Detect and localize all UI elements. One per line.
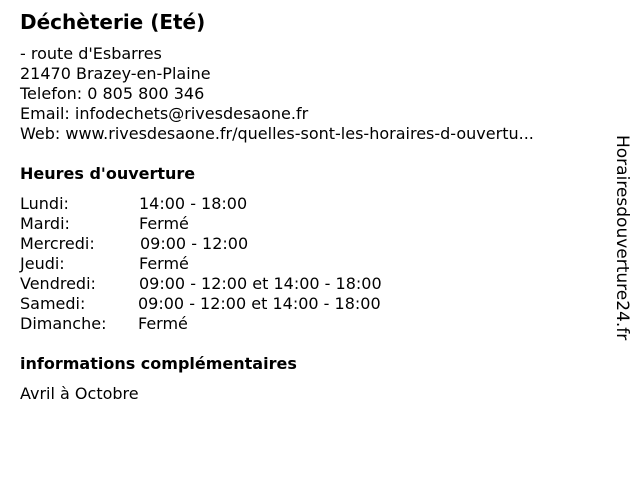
opening-hours-heading: Heures d'ouverture <box>20 164 196 183</box>
hours-row-saturday <box>20 294 460 314</box>
time-value: 09:00 - 12:00 et 14:00 - 18:00 <box>139 274 382 293</box>
time-value: Fermé <box>138 314 188 333</box>
day-label: Samedi: <box>20 294 86 313</box>
city-address: 21470 Brazey-en-Plaine <box>20 64 211 83</box>
day-label: Lundi: <box>20 194 69 213</box>
hours-row-monday <box>20 194 460 214</box>
day-label: Mercredi: <box>20 234 95 253</box>
day-label: Jeudi: <box>20 254 65 273</box>
page-title: Déchèterie (Eté) <box>20 10 206 34</box>
time-value: 09:00 - 12:00 et 14:00 - 18:00 <box>138 294 381 313</box>
hours-row-tuesday <box>20 214 460 234</box>
time-value: 09:00 - 12:00 <box>140 234 249 253</box>
time-value: Fermé <box>139 254 189 273</box>
hours-row-thursday <box>20 254 460 274</box>
day-label: Vendredi: <box>20 274 96 293</box>
day-label: Mardi: <box>20 214 70 233</box>
time-value: Fermé <box>139 214 189 233</box>
opening-hours-list <box>20 194 460 334</box>
address-block <box>20 44 534 144</box>
hours-row-sunday <box>20 314 460 334</box>
website-link: Web: www.rivesdesaone.fr/quelles-sont-les-horaires-d-ouvertu... <box>20 124 534 143</box>
time-value: 14:00 - 18:00 <box>139 194 248 213</box>
hours-row-friday <box>20 274 460 294</box>
phone-number: Telefon: 0 805 800 346 <box>20 84 205 103</box>
email-address: Email: infodechets@rivesdesaone.fr <box>20 104 309 123</box>
street-address: - route d'Esbarres <box>20 44 162 63</box>
day-label: Dimanche: <box>20 314 107 333</box>
additional-info-heading: informations complémentaires <box>20 354 297 373</box>
additional-info-text: Avril à Octobre <box>20 384 139 403</box>
watermark-text: Horairesdouverture24.fr <box>612 135 632 341</box>
hours-row-wednesday <box>20 234 460 254</box>
